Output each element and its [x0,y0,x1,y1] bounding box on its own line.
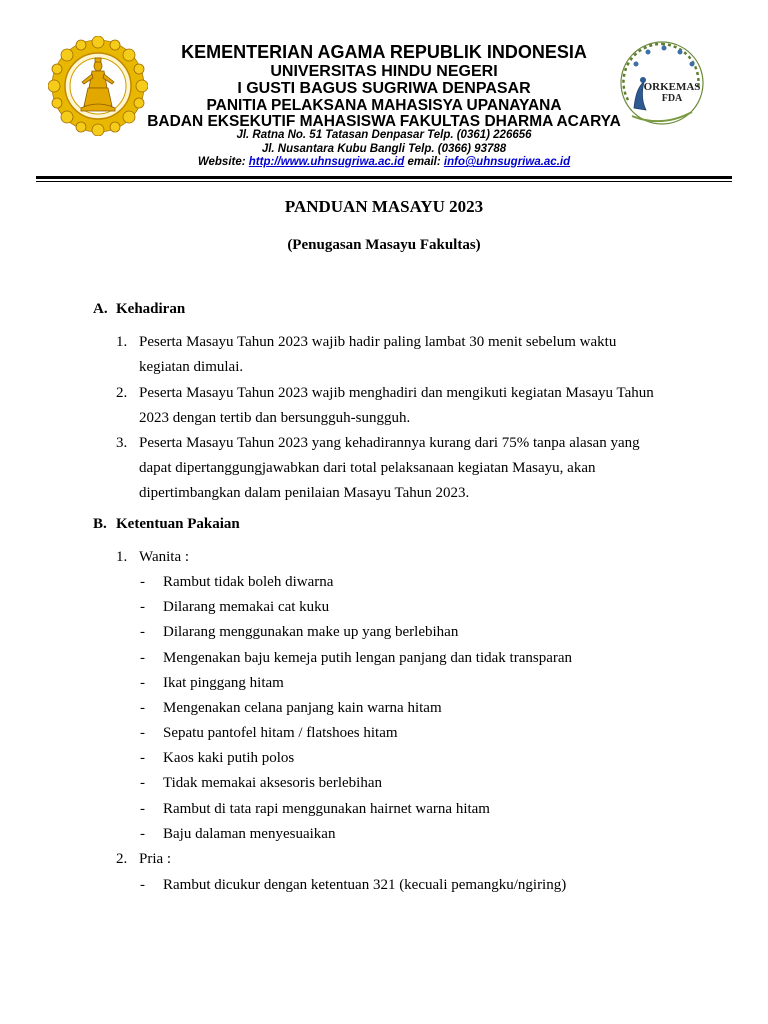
item-number: 1. [116,549,128,565]
section-a-title: Kehadiran [116,301,186,317]
list-item-pria [116,847,676,872]
section-a-heading [93,301,185,318]
item-text-line: Peserta Masayu Tahun 2023 wajib menghadiri dan mengikuti kegiatan Masayu Tahun [139,385,654,401]
address-denpasar: Jl. Ratna No. 51 Tatasan Denpasar Telp. (0361) 226656 [236,129,532,141]
dash-list-item: - Tidak memakai aksesoris berlebihan [140,775,382,791]
item-number: 2. [116,851,128,867]
letterhead-divider-thin [36,181,732,182]
dash-list-item: - Mengenakan baju kemeja putih lengan panjang dan tidak transparan [140,650,573,666]
dash-list-item: - Mengenakan celana panjang kain warna hitam [140,700,442,716]
orkemas-logo-icon [614,38,710,128]
item-number: 2. [116,385,128,401]
dash-list-item: - Rambut tidak boleh diwarna [140,574,334,590]
dash-list-item: - Rambut di tata rapi menggunakan hairnet warna hitam [140,801,490,817]
group-label: Pria : [139,851,172,867]
board-name: BADAN EKSEKUTIF MAHASISWA FAKULTAS DHARMA ACARYA [147,113,621,130]
list-item [116,431,676,506]
letterhead [0,0,768,190]
section-b-title: Ketentuan Pakaian [116,516,240,532]
email-label: email: [404,156,444,168]
section-a-letter: A. [93,301,108,317]
dash-list-item: - Rambut dicukur dengan ketentuan 321 (kecuali pemangku/ngiring) [140,877,567,893]
item-text-line: Peserta Masayu Tahun 2023 yang kehadirannya kurang dari 75% tanpa alasan yang [139,435,640,451]
document-title: PANDUAN MASAYU 2023 [284,197,484,216]
item-text-line: Peserta Masayu Tahun 2023 wajib hadir paling lambat 30 menit sebelum waktu [139,334,617,350]
item-number: 1. [116,334,128,350]
item-number: 3. [116,435,128,451]
university-name-line1: UNIVERSITAS HINDU NEGERI [270,63,498,80]
item-text-line: 2023 dengan tertib dan bersungguh-sungguh. [139,410,411,426]
item-text-line: dapat dipertanggungjawabkan dari total pelaksanaan kegiatan Masayu, akan [139,460,596,476]
committee-name: PANITIA PELAKSANA MAHASISYA UPANAYANA [206,97,562,114]
section-b-letter: B. [93,516,107,532]
dash-list-item: - Baju dalaman menyesuaikan [140,826,336,842]
section-b-heading [93,516,240,533]
item-text-line: kegiatan dimulai. [139,359,244,375]
website-link[interactable]: http://www.uhnsugriwa.ac.id [248,156,405,168]
list-item [116,330,676,380]
list-item [116,381,676,431]
address-bangli: Jl. Nusantara Kubu Bangli Telp. (0366) 93788 [261,143,507,155]
website-label: Website: [197,156,249,168]
dash-list-item: - Kaos kaki putih polos [140,750,295,766]
list-item-wanita [116,545,676,570]
dash-list-item: - Dilarang menggunakan make up yang berlebihan [140,624,459,640]
letterhead-divider-thick [36,176,732,179]
fda-text: FDA [661,93,683,104]
dash-list-item: - Ikat pinggang hitam [140,675,284,691]
dash-list-item: - Dilarang memakai cat kuku [140,599,330,615]
group-label: Wanita : [139,549,190,565]
email-link[interactable]: info@uhnsugriwa.ac.id [443,156,571,168]
item-text-line: dipertimbangkan dalam penilaian Masayu Tahun 2023. [139,485,470,501]
document-subtitle: (Penugasan Masayu Fakultas) [287,237,481,253]
contact-line [128,156,640,168]
dash-list-item: - Sepatu pantofel hitam / flatshoes hitam [140,725,398,741]
university-name-line2: I GUSTI BAGUS SUGRIWA DENPASAR [237,80,531,97]
orkemas-text: ORKEMAS [643,81,701,93]
ministry-name: KEMENTERIAN AGAMA REPUBLIK INDONESIA [181,42,587,62]
